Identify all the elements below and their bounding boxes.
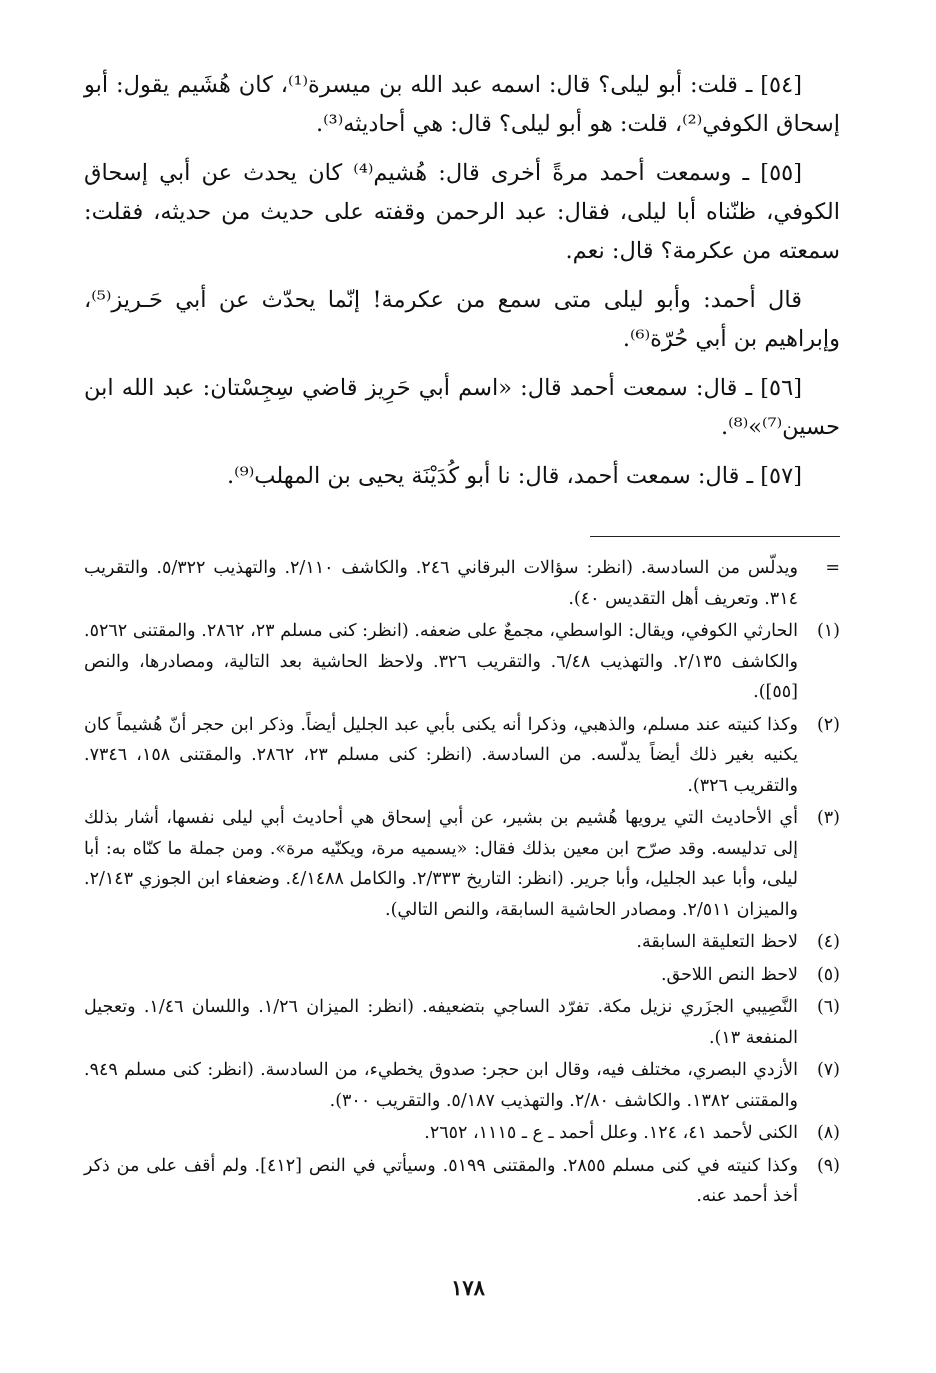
footnote-divider — [590, 536, 840, 537]
page-number: ١٧٨ — [451, 1275, 485, 1300]
footnote-number: (١) — [816, 621, 840, 641]
footnote-number: = — [825, 558, 840, 578]
footnote-text: لاحظ النص اللاحق. — [660, 964, 798, 985]
footnote-number: (٦) — [816, 997, 840, 1017]
footnote-9 — [84, 1151, 840, 1212]
footnote-number: (٩) — [816, 1155, 840, 1176]
footnote-text: الحارثي الكوفي، ويقال: الواسطي، مجمعٌ على ضعفه. (انظر: كنى مسلم ٢٣، ٢٨٦٢. والمقتنى ٥٢٦٢. والكاشف ٢/١٣٥. والتهذيب ٦/٤٨. والتقريب ٣٢٦. ولاحظ الحاشية بعد التالية، ومصادرها، والنص [٥٥]). — [84, 621, 799, 702]
footnote-6 — [84, 992, 840, 1053]
footnote-5 — [84, 960, 840, 991]
footnotes — [84, 553, 840, 1212]
footnote-7 — [84, 1055, 840, 1116]
footnote-text: لاحظ التعليقة السابقة. — [636, 932, 798, 952]
paragraph-55: [٥٥] ـ وسمعت أحمد مرةً أخرى قال: هُشيم⁽⁴⁾ كان يحدث عن أبي إسحاق الكوفي، ظنّناه أبا ليلى، فقال: عبد الرحمن وقفته على حديث من حديثه، فقلت: سمعته من عكرمة؟ قال: نعم. — [84, 160, 840, 264]
footnote-text: وكذا كنيته عند مسلم، والذهبي، وذكرا أنه يكنى بأبي عبد الجليل أيضاً. وذكر ابن حجر أنّ هُشيماً كان يكنيه بغير ذلك أيضاً يدلّسه. من السادسة. (انظر: كنى مسلم ٢٣، ٢٨٦٢. والمقتنى ١٥٨، ٧٣٤٦. والتقريب ٣٢٦). — [84, 714, 798, 796]
footnote-text: أي الأحاديث التي يرويها هُشيم بن بشير، عن أبي إسحاق هي أحاديث أبي ليلى نفسها، أشار بذلك إلى تدليسه. وقد صرّح ابن معين بذلك فقال: «يسميه مرة، ويكنّيه مرة». ومن جملة ما كنّاه به: أبا ليلى، وأبا عبد الجليل، وأبا جرير. (انظر: التاريخ ٢/٣٣٣. والكامل ٤/١٤٨٨. وضعفاء ابن الجوزي ٢/١٤٣. والميزان ٢/٥١١. ومصادر الحاشية السابقة، والنص التالي). — [84, 808, 798, 920]
footnote-number: (٣) — [816, 808, 840, 828]
footnote-number: (٧) — [816, 1060, 840, 1080]
footnote-8 — [84, 1118, 840, 1149]
footnote-2 — [84, 710, 840, 802]
paragraph-ahmad-comment: قال أحمد: وأبو ليلى متى سمع من عكرمة! إنّما يحدّث عن أبي حَـريز⁽⁵⁾، وإبراهيم بن أبي حُرّة⁽⁶⁾. — [84, 287, 840, 352]
main-text — [84, 66, 840, 496]
paragraph-54: [٥٤] ـ قلت: أبو ليلى؟ قال: اسمه عبد الله بن ميسرة⁽¹⁾، كان هُشَيم يقول: أبو إسحاق الكوفي⁽²⁾، قلت: هو أبو ليلى؟ قال: هي أحاديثه⁽³⁾. — [84, 72, 840, 137]
footnote-text: وكذا كنيته في كنى مسلم ٢٨٥٥. والمقتنى ٥١٩٩. وسيأتي في النص [٤١٢]. ولم أقف على من ذكر أخذ أحمد عنه. — [84, 1155, 798, 1206]
footnote-3 — [84, 803, 840, 925]
footnote-1 — [84, 616, 840, 708]
footnote-text: الكنى لأحمد ٤١، ١٢٤. وعلل أحمد ـ ع ـ ١١١٥، ٢٦٥٢. — [424, 1123, 798, 1143]
paragraph-57: [٥٧] ـ قال: سمعت أحمد، قال: نا أبو كُدَيْنَة يحيى بن المهلب⁽⁹⁾. — [226, 463, 802, 489]
footnote-text: النَّصِيبي الجزَري نزيل مكة. تفرّد الساجي بتضعيفه. (انظر: الميزان ١/٢٦. واللسان ١/٤٦. وتعجيل المنفعة ١٣). — [84, 997, 798, 1048]
footnote-text: ويدلّس من السادسة. (انظر: سؤالات البرقاني ٢٤٦. والكاشف ٢/١١٠. والتهذيب ٥/٣٢٢. والتقريب ٣١٤. وتعريف أهل التقديس ٤٠). — [84, 558, 798, 609]
footnote-number: (٢) — [816, 714, 840, 735]
footnote-number: (٥) — [816, 964, 840, 985]
footnote-continuation — [84, 553, 840, 614]
footnote-4 — [84, 927, 840, 958]
footnote-number: (٨) — [816, 1123, 840, 1143]
footnote-number: (٤) — [816, 932, 840, 952]
paragraph-56: [٥٦] ـ قال: سمعت أحمد قال: «اسم أبي حَرِيز قاضي سِجِسْتان: عبد الله ابن حسين⁽⁷⁾»⁽⁸⁾. — [84, 375, 840, 440]
footnote-text: الأزدي البصري، مختلف فيه، وقال ابن حجر: صدوق يخطيء، من السادسة. (انظر: كنى مسلم ٩٤٩. والمقتنى ١٣٨٢. والكاشف ٢/٨٠. والتهذيب ٥/١٨٧. والتقريب ٣٠٠). — [84, 1060, 798, 1111]
